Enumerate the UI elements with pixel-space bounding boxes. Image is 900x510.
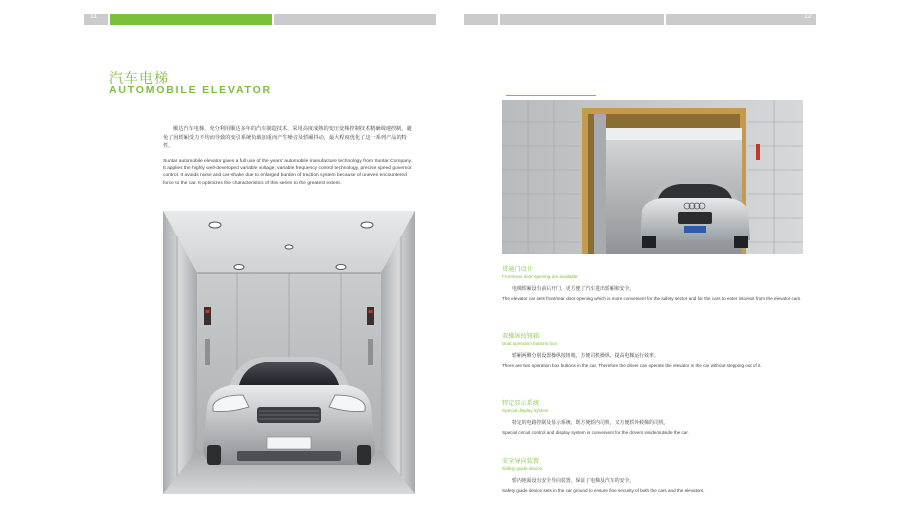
feature-section-display (502, 398, 807, 436)
page-title-en: AUTOMOBILE ELEVATOR (109, 84, 272, 96)
elevator-interior-car-photo (163, 211, 415, 494)
section-title-cn: 贯通门设计 (502, 266, 533, 273)
page-number-right: 12 (804, 13, 812, 20)
accent-line (506, 95, 596, 96)
header-bar-grey-mid (500, 14, 664, 25)
section-text-cn: 电梯轿厢设有前后开门，更方便了汽车进出轿厢和安全。 (512, 286, 635, 292)
elevator-door-car-photo (502, 100, 803, 254)
section-text-en: The elevator car sets front/rear door opening which is more convenient for the safety sector and for the cars to enter into/exit from the elevator cars. (502, 296, 802, 301)
header-bar-page-number (666, 14, 816, 25)
section-text-en: Safety guide device sets in the car ground to ensure fine security of both the cars and the elevators. (502, 488, 705, 493)
section-text-en: There are two operation box buttons in the car. Therefore the driver can operate the elevator in the car without stepping out of it. (502, 363, 762, 368)
section-text-cn: 轿厢两侧分别设置操纵按钮箱，方便司机操纵，提高电梯运行效率。 (512, 353, 659, 359)
section-title-cn: 特定显示系统 (502, 400, 540, 407)
header-bar-accent (110, 14, 272, 25)
intro-paragraph-cn: 顺达汽车电梯，充分利用顺达多年的汽车制造技术，采用高度成熟的变压变频控制技术精确调速控制，避免了因轿厢受力不均而导致的变引系统负载加重而产生噪音及轿厢抖动，最大程度优化了这一系列产品的特性。 (163, 126, 412, 150)
section-title-en: Safety guide device (502, 466, 543, 471)
section-text-cn: 特定的电路控制及显示系统，既方便轿内司机，又方便轿外候梯的司机。 (512, 420, 669, 426)
section-title-cn: 安全导向装置 (502, 458, 540, 465)
section-title-en: Special display system (502, 408, 549, 413)
section-title-en: Dual operation buttons box (502, 341, 557, 346)
section-text-cn: 轿内地面设有安全导向装置，保证了电梯及汽车的安全。 (512, 478, 635, 484)
section-title-cn: 双操纵按钮箱 (502, 333, 540, 340)
section-title-en: Front/rear door opening are available (502, 274, 578, 279)
page-title-cn: 汽车电梯 (109, 71, 169, 87)
page-number-left: 11 (90, 13, 98, 20)
feature-section-doors (502, 264, 807, 302)
feature-section-buttons (502, 331, 807, 369)
feature-section-safety (502, 456, 807, 494)
header-bar-grey (274, 14, 436, 25)
intro-paragraph-en: Suntar automobile elevator gives a full use of the years' automobile manufacture technology from Suntar Company. It applies the highly well-developed variable voltage, variable frequency control technology, precise speed governor control. It avoids noise and car-shake due to enlarged burden of traction system because of uneven encountered force to the car. It optimizes the characteristics of this series to the greatest extent. (163, 159, 413, 186)
section-text-en: Special circuit control and display system is convenient for the drivers inside/outside the car. (502, 430, 689, 435)
header-bar-grey-short (464, 14, 498, 25)
